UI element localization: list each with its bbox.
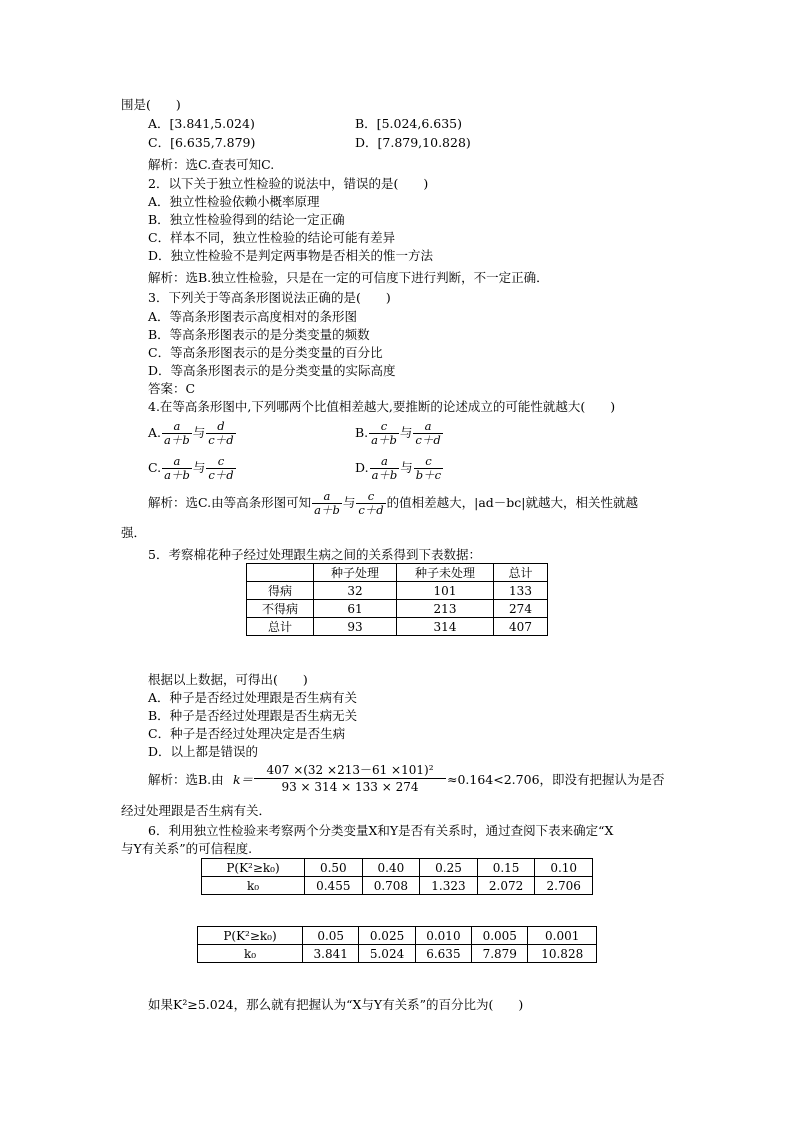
table-cell: 种子处理 <box>314 564 397 582</box>
table-row <box>247 582 548 600</box>
table-cell: 0.001 <box>528 927 597 945</box>
q5-chi-square-fraction <box>254 762 446 795</box>
table-cell: 0.25 <box>420 859 478 877</box>
table-cell: 93 <box>314 618 397 636</box>
table-cell: 213 <box>397 600 494 618</box>
q3-option-a: A．等高条形图表示高度相对的条形图 <box>148 309 358 324</box>
table-cell: 种子未处理 <box>397 564 494 582</box>
table-cell: 133 <box>494 582 548 600</box>
table-cell <box>247 564 314 582</box>
table-cell: 407 <box>494 618 548 636</box>
q2-analysis: 解析：选B.独立性检验，只是在一定的可信度下进行判断，不一定正确． <box>148 270 549 285</box>
q1-option-d: D．[7.879,10.828) <box>355 135 471 150</box>
table-row <box>198 927 597 945</box>
q3-stem: 3．下列关于等高条形图说法正确的是( ) <box>148 290 391 305</box>
q2-stem: 2．以下关于独立性检验的说法中，错误的是( ) <box>148 176 429 191</box>
q4-analysis-end: 强． <box>121 525 147 540</box>
table-cell: 61 <box>314 600 397 618</box>
table-cell: 32 <box>314 582 397 600</box>
table-cell: 0.010 <box>415 927 471 945</box>
fraction-denominator: 93 × 314 × 133 × 274 <box>281 780 419 794</box>
table-cell: 0.025 <box>359 927 415 945</box>
table-cell: 0.10 <box>535 859 593 877</box>
table-cell: 1.323 <box>420 877 478 895</box>
table-cell: P(K²≥k₀) <box>202 859 305 877</box>
q4-option-c: C. $\frac{a}{a+b}$ 与 $\frac{c}{c+d}$ <box>148 454 234 482</box>
table-row <box>202 859 593 877</box>
table-cell: 0.708 <box>362 877 420 895</box>
table-row <box>202 877 593 895</box>
fraction-numerator: 407 ×(32 ×213－61 ×101)² <box>254 762 446 779</box>
q6-question: 如果K²≥5.024，那么就有把握认为“X与Y有关系”的百分比为( ) <box>148 997 524 1012</box>
table-cell: 274 <box>494 600 548 618</box>
table-cell: 10.828 <box>528 945 597 963</box>
table-cell: 得病 <box>247 582 314 600</box>
q4-option-a: A. $\frac{a}{a+b}$ 与 $\frac{d}{c+d}$ <box>148 419 234 447</box>
q4-option-b: B. $\frac{c}{a+b}$ 与 $\frac{a}{c+d}$ <box>355 419 441 447</box>
q4-stem: 4.在等高条形图中,下列哪两个比值相差越大,要推断的论述成立的可能性就越大( ) <box>148 399 616 414</box>
q5-k-equals: k＝ <box>233 772 254 787</box>
table-cell: 7.879 <box>472 945 528 963</box>
q6-stem-line1: 6．利用独立性检验来考察两个分类变量X和Y是否有关系时，通过查阅下表来确定“X <box>148 823 614 838</box>
q3-option-d: D．等高条形图表示的是分类变量的实际高度 <box>148 363 396 378</box>
q5-stem: 5．考察棉花种子经过处理跟生病之间的关系得到下表数据： <box>148 547 481 562</box>
table-cell: 0.40 <box>362 859 420 877</box>
table-cell: 0.15 <box>477 859 535 877</box>
table-row <box>247 600 548 618</box>
q3-option-c: C．等高条形图表示的是分类变量的百分比 <box>148 345 383 360</box>
table-row <box>247 618 548 636</box>
q3-option-b: B．等高条形图表示的是分类变量的频数 <box>148 327 370 342</box>
q2-option-d: D．独立性检验不是判定两事物是否相关的惟一方法 <box>148 248 434 263</box>
table-cell: 2.706 <box>535 877 593 895</box>
q1-analysis: 解析：选C.查表可知C. <box>148 157 275 172</box>
q1-option-a: A．[3.841,5.024) <box>148 116 255 131</box>
q5-option-b: B．种子是否经过处理跟是否生病无关 <box>148 708 358 723</box>
q5-analysis-end: 经过处理跟是否生病有关． <box>121 803 272 818</box>
table-cell: k₀ <box>202 877 305 895</box>
q2-option-b: B．独立性检验得到的结论一定正确 <box>148 212 345 227</box>
q4-analysis: 解析：选C.由等高条形图可知 $\frac{a}{a+b}$ 与 $\frac{c}{c+d}$ 的值相差越大，|ad－bc|就越大，相关性就越 <box>148 489 639 517</box>
q1-option-c: C．[6.635,7.879) <box>148 135 256 150</box>
table-cell: 6.635 <box>415 945 471 963</box>
table-cell: k₀ <box>198 945 303 963</box>
q5-analysis-pre: 解析：选B.由 <box>148 772 224 787</box>
table-cell: 总计 <box>494 564 548 582</box>
q1-stem-end: 围是( ) <box>121 97 181 112</box>
table-row <box>198 945 597 963</box>
q5-data-table <box>246 563 548 636</box>
table-cell: 2.072 <box>477 877 535 895</box>
q1-option-b: B．[5.024,6.635) <box>355 116 462 131</box>
q6-stem-line2: 与Y有关系”的可信程度. <box>121 841 253 856</box>
table-cell: 0.05 <box>303 927 359 945</box>
table-cell: 0.455 <box>305 877 363 895</box>
q5-question: 根据以上数据，可得出( ) <box>148 672 308 687</box>
q6-critical-value-table-2 <box>197 926 597 963</box>
table-cell: P(K²≥k₀) <box>198 927 303 945</box>
q5-analysis-post: ≈0.164<2.706，即没有把握认为是否 <box>447 772 665 787</box>
table-cell: 总计 <box>247 618 314 636</box>
q2-option-c: C．样本不同，独立性检验的结论可能有差异 <box>148 230 396 245</box>
q5-option-a: A．种子是否经过处理跟是否生病有关 <box>148 690 358 705</box>
table-row <box>247 564 548 582</box>
table-cell: 314 <box>397 618 494 636</box>
table-cell: 101 <box>397 582 494 600</box>
q5-option-d: D．以上都是错误的 <box>148 744 259 759</box>
q5-option-c: C．种子是否经过处理决定是否生病 <box>148 726 346 741</box>
table-cell: 0.005 <box>472 927 528 945</box>
q3-answer: 答案：C <box>148 381 196 396</box>
q2-option-a: A．独立性检验依赖小概率原理 <box>148 194 320 209</box>
q4-option-d: D. $\frac{a}{a+b}$ 与 $\frac{c}{b+c}$ <box>355 454 442 482</box>
table-cell: 不得病 <box>247 600 314 618</box>
q6-critical-value-table-1 <box>201 858 593 895</box>
table-cell: 0.50 <box>305 859 363 877</box>
table-cell: 3.841 <box>303 945 359 963</box>
table-cell: 5.024 <box>359 945 415 963</box>
